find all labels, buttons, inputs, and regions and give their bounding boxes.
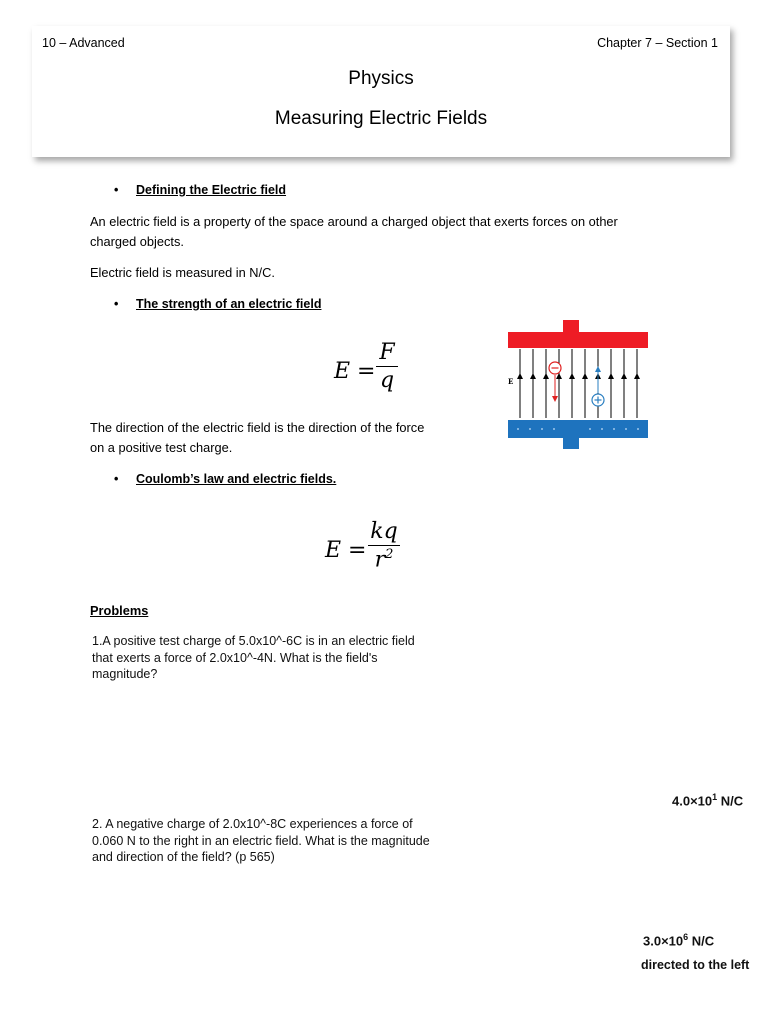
equation-lhs: E = bbox=[325, 538, 367, 563]
fraction-bar bbox=[368, 545, 400, 546]
problem-1 bbox=[92, 633, 415, 683]
fraction-bar bbox=[376, 366, 398, 367]
section-heading-coulomb: Coulomb’s law and electric fields. bbox=[136, 472, 337, 486]
answer-2-direction: directed to the left bbox=[641, 958, 750, 972]
answer-2-unit: N/C bbox=[688, 933, 715, 949]
equation-numerator: F bbox=[379, 340, 395, 365]
problem-2-line1: 2. A negative charge of 2.0x10^-8C experiences a force of bbox=[92, 817, 413, 831]
equation-fraction bbox=[368, 519, 400, 572]
page-subtitle: Measuring Electric Fields bbox=[274, 108, 488, 129]
problems-heading: Problems bbox=[90, 603, 149, 618]
problem-2-line2: 0.060 N to the right in an electric field. What is the magnitude bbox=[92, 833, 430, 848]
equation-denominator: q bbox=[379, 368, 395, 393]
problem-1-line2: that exerts a force of 2.0x10^-4N. What is the field's bbox=[92, 650, 378, 665]
answer-2-exponent: 6 bbox=[683, 932, 689, 942]
page-title: Physics bbox=[348, 68, 414, 89]
header-course: 10 – Advanced bbox=[42, 36, 125, 50]
section-heading-strength: The strength of an electric field bbox=[136, 297, 322, 311]
equation-denominator-base: r bbox=[374, 547, 386, 573]
problem-2 bbox=[92, 816, 430, 866]
answer-2-base: 3.0×10 bbox=[643, 933, 684, 949]
paragraph-direction-line2: on a positive test charge. bbox=[90, 440, 233, 455]
field-label: E bbox=[508, 377, 514, 386]
bottom-plate-terminal bbox=[563, 436, 579, 449]
equation-denominator-exponent: 2 bbox=[385, 547, 394, 562]
top-plate bbox=[508, 332, 648, 348]
problem-1-line1: 1.A positive test charge of 5.0x10^-6C is in an electric field bbox=[92, 634, 415, 648]
parallel-plate-field-diagram bbox=[506, 318, 652, 452]
answer-1-base: 4.0×10 bbox=[672, 793, 713, 809]
paragraph-definition-line1: An electric field is a property of the space around a charged object that exerts forces on other bbox=[90, 214, 618, 229]
answer-1-exponent: 1 bbox=[712, 792, 718, 802]
problem-1-line3: magnitude? bbox=[92, 667, 158, 681]
positive-charge-icon bbox=[592, 366, 604, 406]
equation-numerator: kq bbox=[370, 519, 398, 544]
paragraph-units: Electric field is measured in N/C. bbox=[90, 265, 275, 280]
bullet-icon: • bbox=[114, 297, 119, 311]
equation-fraction bbox=[376, 340, 398, 393]
top-plate-terminal bbox=[563, 320, 579, 334]
equation-denominator bbox=[368, 547, 400, 572]
equation-lhs: E = bbox=[334, 359, 376, 384]
header-chapter: Chapter 7 – Section 1 bbox=[597, 36, 718, 50]
answer-2 bbox=[643, 932, 714, 948]
answer-1-unit: N/C bbox=[717, 793, 744, 809]
section-heading-defining: Defining the Electric field bbox=[136, 183, 287, 197]
paragraph-direction-line1: The direction of the electric field is the direction of the force bbox=[90, 420, 425, 435]
answer-1 bbox=[672, 792, 743, 808]
problem-2-line3: and direction of the field? (p 565) bbox=[92, 850, 275, 864]
bullet-icon: • bbox=[114, 472, 119, 486]
header-box bbox=[32, 26, 730, 157]
bullet-icon: • bbox=[114, 183, 119, 197]
field-lines bbox=[520, 349, 637, 418]
paragraph-definition-line2: charged objects. bbox=[90, 234, 184, 249]
